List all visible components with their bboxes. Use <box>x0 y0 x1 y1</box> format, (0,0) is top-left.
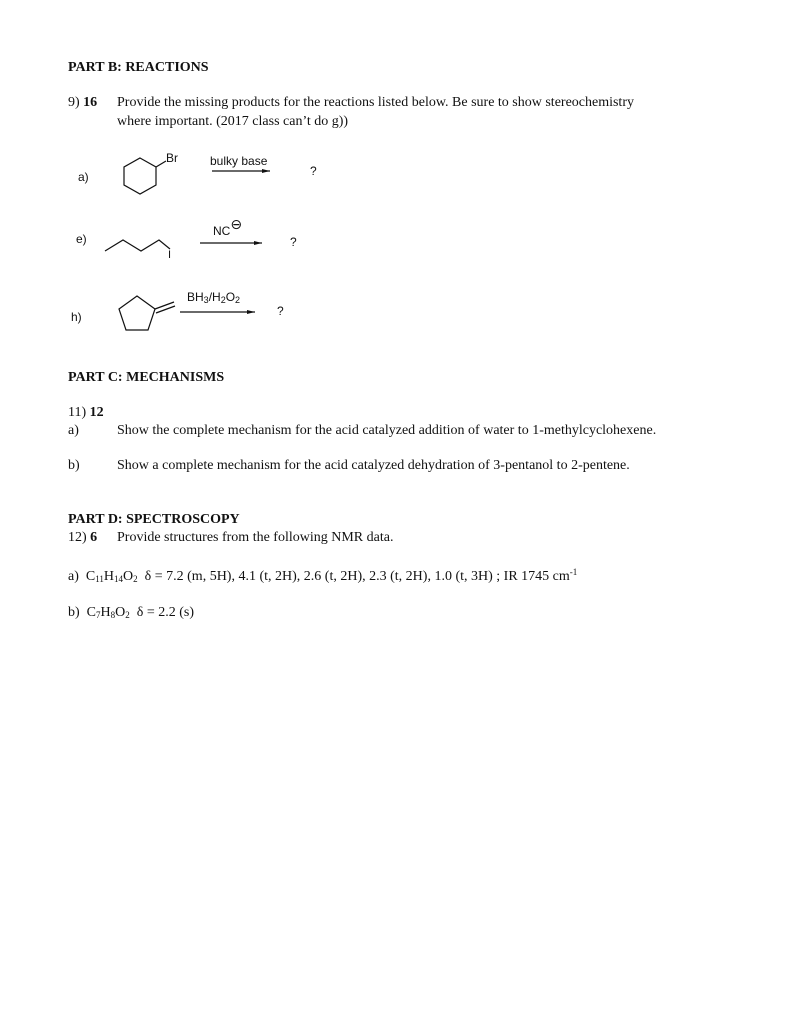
q-points: 12 <box>89 405 104 420</box>
mech-b-label: b) <box>68 458 80 473</box>
nmr-b <box>68 605 194 621</box>
question-12-text: Provide structures from the following NMR data. <box>117 530 394 545</box>
product-e: ? <box>290 235 297 249</box>
reaction-e-label: e) <box>76 232 87 246</box>
product-a: ? <box>310 164 317 178</box>
nmr-a-sup: -1 <box>569 567 578 577</box>
reagent-h <box>187 289 240 305</box>
cyclopentane-ring <box>119 296 155 330</box>
reagent-sub: 2 <box>220 295 226 305</box>
q-points: 6 <box>90 530 98 545</box>
reagent-sub: 2 <box>235 295 241 305</box>
reaction-a-label: a) <box>78 170 89 184</box>
reagent-part: /H <box>208 290 221 304</box>
reagent-sub: 3 <box>203 295 209 305</box>
question-12-number <box>68 530 97 546</box>
c-br-bond <box>156 161 166 167</box>
mech-a-text: Show the complete mechanism for the acid catalyzed addition of water to 1-methylcyclohexene. <box>117 423 657 438</box>
product-h: ? <box>277 304 284 318</box>
nmr-a-label: a) <box>68 569 79 584</box>
bromine-label: Br <box>166 151 178 165</box>
butyl-chain <box>105 240 170 251</box>
part-c-heading: PART C: MECHANISMS <box>68 370 225 385</box>
question-9-text-line1: Provide the missing products for the reactions listed below. Be sure to show stereochemistry <box>117 95 634 110</box>
question-11-number <box>68 405 104 421</box>
cyclohexane-ring <box>124 158 156 194</box>
question-9-text-line2: where important. (2017 class can’t do g)) <box>117 114 349 129</box>
reaction-h-label: h) <box>71 310 82 324</box>
reagent-a: bulky base <box>210 154 268 168</box>
reagent-part: O <box>225 290 236 304</box>
reagent-e <box>213 216 243 239</box>
q-points: 16 <box>83 95 98 110</box>
q-num: 9) <box>68 95 80 110</box>
formula-b: $C_7H_8O_2$ <box>86 605 130 620</box>
nmr-b-data: δ = 2.2 (s) <box>136 605 195 620</box>
mech-b-text: Show a complete mechanism for the acid catalyzed dehydration of 3-pentanol to 2-pentene. <box>117 458 630 473</box>
nmr-a <box>68 569 577 585</box>
nmr-b-label: b) <box>68 605 80 620</box>
cyanide-text: NC <box>213 224 231 238</box>
part-d-heading: PART D: SPECTROSCOPY <box>68 512 240 527</box>
reagent-part: BH <box>187 290 204 304</box>
mech-a-label: a) <box>68 423 79 438</box>
nmr-a-data: δ = 7.2 (m, 5H), 4.1 (t, 2H), 2.6 (t, 2H), 2.3 (t, 2H), 1.0 (t, 3H) ; IR 1745 cm <box>144 569 570 584</box>
negative-charge-icon: ⊖ <box>230 216 243 232</box>
iodine-label: I <box>168 249 172 261</box>
q-num: 12) <box>68 530 87 545</box>
q-num: 11) <box>68 405 87 420</box>
formula-a: $C_{11}H_{14}O_2$ <box>85 569 138 584</box>
reaction-structures <box>0 0 791 400</box>
part-b-heading: PART B: REACTIONS <box>68 60 209 75</box>
